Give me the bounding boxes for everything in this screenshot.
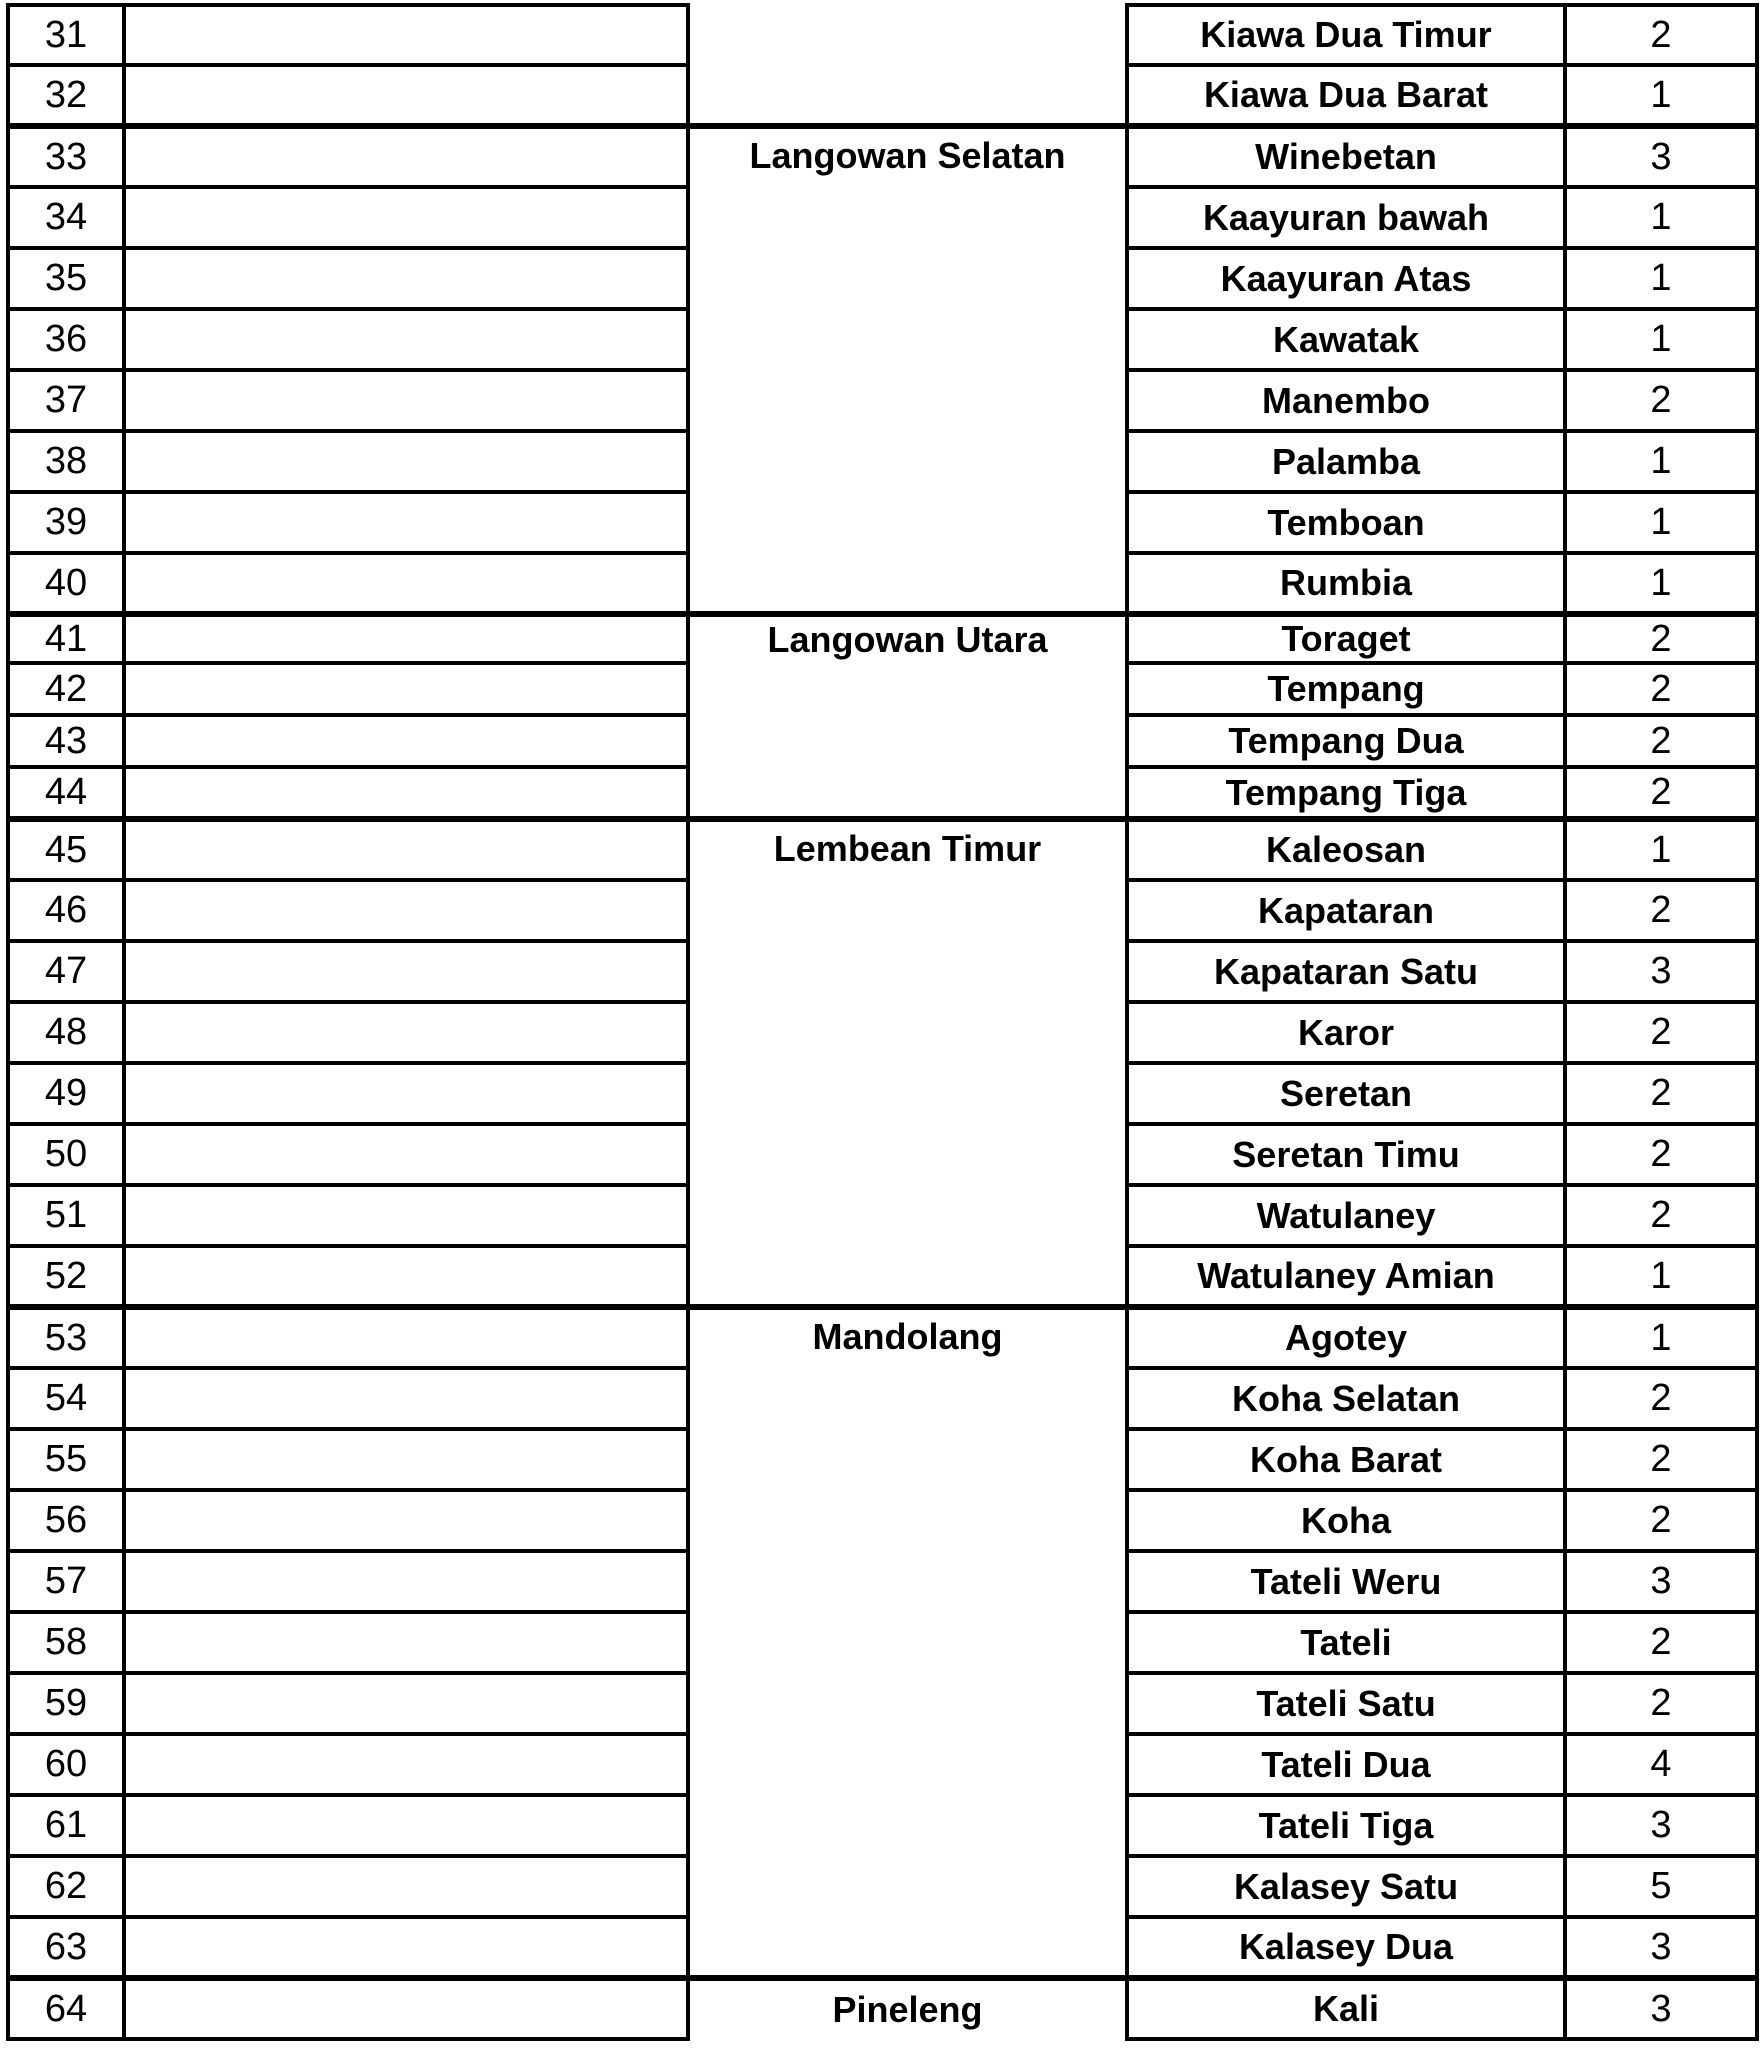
table-row <box>8 1978 1757 2039</box>
row-number-cell: 34 <box>8 187 124 248</box>
blank-cell <box>124 1917 688 1978</box>
blank-cell <box>124 1307 688 1368</box>
count-cell: 2 <box>1565 614 1757 663</box>
count-cell: 1 <box>1565 431 1757 492</box>
blank-cell <box>124 309 688 370</box>
blank-cell <box>124 1795 688 1856</box>
count-cell: 2 <box>1565 663 1757 715</box>
row-number-cell: 37 <box>8 370 124 431</box>
count-cell: 1 <box>1565 65 1757 126</box>
count-cell: 2 <box>1565 715 1757 767</box>
row-number-cell: 54 <box>8 1368 124 1429</box>
count-cell: 3 <box>1565 1551 1757 1612</box>
village-cell: Tateli <box>1127 1612 1565 1673</box>
blank-cell <box>124 187 688 248</box>
row-number-cell: 43 <box>8 715 124 767</box>
count-cell: 2 <box>1565 1368 1757 1429</box>
row-number-cell: 50 <box>8 1124 124 1185</box>
village-cell: Kaayuran Atas <box>1127 248 1565 309</box>
village-cell: Kapataran <box>1127 880 1565 941</box>
blank-cell <box>124 1673 688 1734</box>
village-cell: Kapataran Satu <box>1127 941 1565 1002</box>
village-cell: Tateli Tiga <box>1127 1795 1565 1856</box>
blank-cell <box>124 1429 688 1490</box>
row-number-cell: 47 <box>8 941 124 1002</box>
blank-cell <box>124 126 688 187</box>
count-cell: 2 <box>1565 1673 1757 1734</box>
village-cell: Kiawa Dua Timur <box>1127 5 1565 65</box>
village-cell: Kaleosan <box>1127 819 1565 880</box>
row-number-cell: 36 <box>8 309 124 370</box>
count-cell: 2 <box>1565 1429 1757 1490</box>
blank-cell <box>124 1978 688 2039</box>
row-number-cell: 41 <box>8 614 124 663</box>
district-cell <box>688 5 1127 126</box>
row-number-cell: 53 <box>8 1307 124 1368</box>
blank-cell <box>124 1246 688 1307</box>
count-cell: 2 <box>1565 5 1757 65</box>
count-cell: 1 <box>1565 1307 1757 1368</box>
village-cell: Tateli Weru <box>1127 1551 1565 1612</box>
table-row <box>8 5 1757 65</box>
row-number-cell: 42 <box>8 663 124 715</box>
blank-cell <box>124 767 688 819</box>
village-cell: Temboan <box>1127 492 1565 553</box>
village-cell: Seretan Timu <box>1127 1124 1565 1185</box>
village-cell: Watulaney <box>1127 1185 1565 1246</box>
village-cell: Watulaney Amian <box>1127 1246 1565 1307</box>
row-number-cell: 63 <box>8 1917 124 1978</box>
count-cell: 3 <box>1565 1978 1757 2039</box>
row-number-cell: 56 <box>8 1490 124 1551</box>
count-cell: 1 <box>1565 553 1757 614</box>
count-cell: 1 <box>1565 248 1757 309</box>
blank-cell <box>124 553 688 614</box>
row-number-cell: 60 <box>8 1734 124 1795</box>
village-cell: Kalasey Satu <box>1127 1856 1565 1917</box>
village-cell: Tateli Satu <box>1127 1673 1565 1734</box>
village-cell: Kiawa Dua Barat <box>1127 65 1565 126</box>
blank-cell <box>124 1002 688 1063</box>
row-number-cell: 40 <box>8 553 124 614</box>
village-cell: Palamba <box>1127 431 1565 492</box>
count-cell: 2 <box>1565 880 1757 941</box>
row-number-cell: 61 <box>8 1795 124 1856</box>
blank-cell <box>124 248 688 309</box>
blank-cell <box>124 1185 688 1246</box>
blank-cell <box>124 880 688 941</box>
village-cell: Kawatak <box>1127 309 1565 370</box>
village-cell: Seretan <box>1127 1063 1565 1124</box>
district-cell: Langowan Utara <box>688 614 1127 819</box>
count-cell: 2 <box>1565 1063 1757 1124</box>
count-cell: 2 <box>1565 1185 1757 1246</box>
blank-cell <box>124 715 688 767</box>
village-cell: Agotey <box>1127 1307 1565 1368</box>
district-cell: Lembean Timur <box>688 819 1127 1307</box>
village-cell: Kaayuran bawah <box>1127 187 1565 248</box>
village-cell: Tempang <box>1127 663 1565 715</box>
row-number-cell: 46 <box>8 880 124 941</box>
district-village-table <box>6 3 1759 2041</box>
village-cell: Kali <box>1127 1978 1565 2039</box>
blank-cell <box>124 1063 688 1124</box>
blank-cell <box>124 1734 688 1795</box>
row-number-cell: 35 <box>8 248 124 309</box>
count-cell: 1 <box>1565 819 1757 880</box>
table-row <box>8 126 1757 187</box>
row-number-cell: 62 <box>8 1856 124 1917</box>
row-number-cell: 48 <box>8 1002 124 1063</box>
count-cell: 3 <box>1565 1795 1757 1856</box>
row-number-cell: 52 <box>8 1246 124 1307</box>
count-cell: 2 <box>1565 370 1757 431</box>
village-cell: Tempang Dua <box>1127 715 1565 767</box>
row-number-cell: 57 <box>8 1551 124 1612</box>
count-cell: 3 <box>1565 941 1757 1002</box>
blank-cell <box>124 1551 688 1612</box>
village-cell: Koha <box>1127 1490 1565 1551</box>
row-number-cell: 59 <box>8 1673 124 1734</box>
count-cell: 2 <box>1565 1612 1757 1673</box>
village-cell: Toraget <box>1127 614 1565 663</box>
blank-cell <box>124 819 688 880</box>
row-number-cell: 32 <box>8 65 124 126</box>
row-number-cell: 38 <box>8 431 124 492</box>
village-cell: Rumbia <box>1127 553 1565 614</box>
count-cell: 3 <box>1565 126 1757 187</box>
blank-cell <box>124 1612 688 1673</box>
row-number-cell: 44 <box>8 767 124 819</box>
row-number-cell: 51 <box>8 1185 124 1246</box>
count-cell: 2 <box>1565 767 1757 819</box>
row-number-cell: 31 <box>8 5 124 65</box>
blank-cell <box>124 941 688 1002</box>
count-cell: 4 <box>1565 1734 1757 1795</box>
district-cell: Mandolang <box>688 1307 1127 1978</box>
row-number-cell: 64 <box>8 1978 124 2039</box>
count-cell: 1 <box>1565 1246 1757 1307</box>
row-number-cell: 55 <box>8 1429 124 1490</box>
count-cell: 5 <box>1565 1856 1757 1917</box>
blank-cell <box>124 1368 688 1429</box>
blank-cell <box>124 431 688 492</box>
blank-cell <box>124 663 688 715</box>
village-cell: Winebetan <box>1127 126 1565 187</box>
row-number-cell: 58 <box>8 1612 124 1673</box>
count-cell: 3 <box>1565 1917 1757 1978</box>
village-cell: Tempang Tiga <box>1127 767 1565 819</box>
blank-cell <box>124 1490 688 1551</box>
row-number-cell: 45 <box>8 819 124 880</box>
count-cell: 1 <box>1565 187 1757 248</box>
count-cell: 2 <box>1565 1124 1757 1185</box>
village-cell: Kalasey Dua <box>1127 1917 1565 1978</box>
count-cell: 2 <box>1565 1002 1757 1063</box>
count-cell: 1 <box>1565 492 1757 553</box>
blank-cell <box>124 370 688 431</box>
district-cell: Langowan Selatan <box>688 126 1127 614</box>
row-number-cell: 33 <box>8 126 124 187</box>
village-cell: Manembo <box>1127 370 1565 431</box>
village-cell: Karor <box>1127 1002 1565 1063</box>
blank-cell <box>124 492 688 553</box>
table-row <box>8 614 1757 663</box>
district-cell: Pineleng <box>688 1978 1127 2039</box>
count-cell: 2 <box>1565 1490 1757 1551</box>
row-number-cell: 49 <box>8 1063 124 1124</box>
row-number-cell: 39 <box>8 492 124 553</box>
blank-cell <box>124 65 688 126</box>
blank-cell <box>124 1124 688 1185</box>
count-cell: 1 <box>1565 309 1757 370</box>
table-row <box>8 819 1757 880</box>
village-cell: Koha Barat <box>1127 1429 1565 1490</box>
blank-cell <box>124 5 688 65</box>
blank-cell <box>124 614 688 663</box>
blank-cell <box>124 1856 688 1917</box>
village-cell: Tateli Dua <box>1127 1734 1565 1795</box>
village-cell: Koha Selatan <box>1127 1368 1565 1429</box>
table-row <box>8 1307 1757 1368</box>
